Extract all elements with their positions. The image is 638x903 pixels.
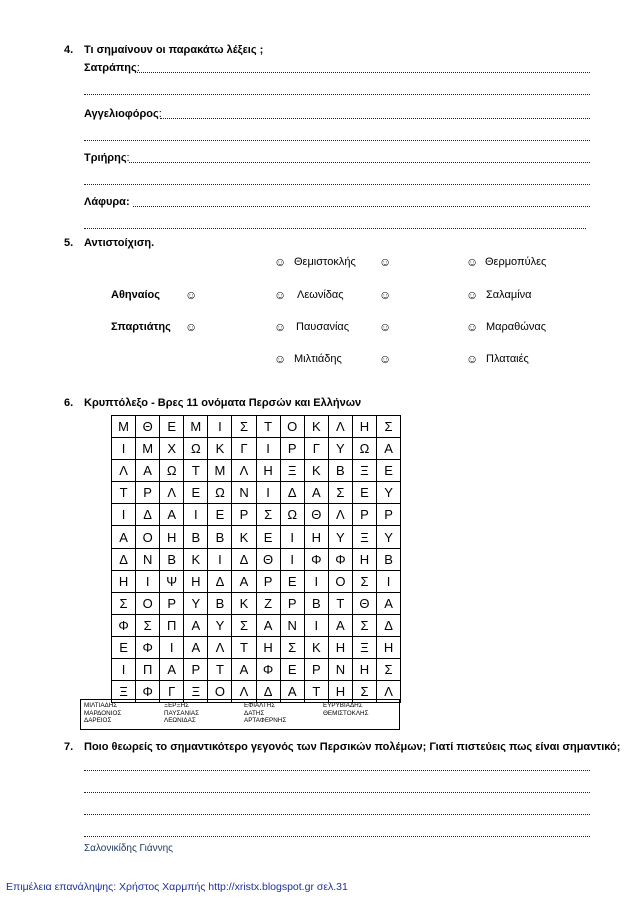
smiley-icon: ☺ bbox=[379, 320, 392, 334]
grid-cell[interactable]: Δ bbox=[256, 681, 280, 703]
grid-cell[interactable]: Υ bbox=[328, 438, 352, 460]
answer-line-satrap[interactable] bbox=[137, 62, 590, 73]
grid-cell[interactable]: Ρ bbox=[352, 504, 376, 526]
smiley-icon: ☺ bbox=[185, 288, 198, 302]
answer-line-messenger[interactable] bbox=[160, 108, 590, 119]
word-list-item: ΔΑΡΕΙΟΣ bbox=[84, 717, 112, 724]
footer-credit: Επιμέλεια επανάληψης: Χρήστος Χαρμπής http://xristx.blogspot.gr σελ.31 bbox=[6, 881, 348, 893]
answer-line[interactable] bbox=[84, 218, 586, 229]
grid-cell[interactable]: Λ bbox=[328, 416, 352, 438]
grid-row bbox=[112, 592, 401, 614]
grid-cell[interactable]: Σ bbox=[232, 416, 256, 438]
word-list-item: ΜΑΡΔΟΝΙΟΣ bbox=[84, 709, 122, 717]
grid-cell[interactable]: Ο bbox=[136, 526, 160, 548]
term-loot: Λάφυρα: bbox=[84, 196, 130, 208]
grid-cell[interactable]: Λ bbox=[160, 482, 184, 504]
answer-line-trireme[interactable] bbox=[129, 152, 590, 163]
grid-cell[interactable]: Η bbox=[328, 681, 352, 703]
match-group: Αθηναίος bbox=[111, 289, 160, 301]
grid-cell[interactable]: Η bbox=[160, 526, 184, 548]
word-list-item: ΜΙΛΤΙΑΔΗΣ bbox=[84, 702, 118, 709]
grid-cell[interactable]: Η bbox=[256, 460, 280, 482]
match-person: Μιλτιάδης bbox=[294, 353, 342, 365]
grid-cell[interactable]: Η bbox=[352, 548, 376, 570]
grid-cell[interactable]: Α bbox=[160, 504, 184, 526]
grid-cell[interactable]: Κ bbox=[232, 592, 256, 614]
match-place: Θερμοπύλες bbox=[485, 256, 547, 268]
grid-cell[interactable]: Α bbox=[232, 659, 256, 681]
grid-cell[interactable]: Σ bbox=[256, 504, 280, 526]
grid-cell[interactable]: Μ bbox=[112, 416, 136, 438]
grid-cell[interactable]: Σ bbox=[328, 482, 352, 504]
smiley-icon: ☺ bbox=[185, 320, 198, 334]
grid-cell[interactable]: Δ bbox=[136, 504, 160, 526]
grid-cell[interactable]: Κ bbox=[208, 438, 232, 460]
grid-cell[interactable]: Ω bbox=[208, 482, 232, 504]
grid-cell[interactable]: Ξ bbox=[112, 681, 136, 703]
grid-cell[interactable]: Α bbox=[112, 526, 136, 548]
grid-cell[interactable]: Ο bbox=[136, 592, 160, 614]
grid-cell[interactable]: Φ bbox=[136, 636, 160, 658]
grid-cell[interactable]: Υ bbox=[377, 482, 401, 504]
grid-cell[interactable]: Ε bbox=[280, 570, 304, 592]
smiley-icon: ☺ bbox=[379, 288, 392, 302]
grid-cell[interactable]: Β bbox=[304, 592, 328, 614]
grid-cell[interactable]: Ι bbox=[208, 548, 232, 570]
grid-cell[interactable]: Δ bbox=[208, 570, 232, 592]
grid-cell[interactable]: Ρ bbox=[136, 482, 160, 504]
grid-cell[interactable]: Β bbox=[184, 526, 208, 548]
grid-cell[interactable]: Σ bbox=[136, 614, 160, 636]
grid-cell[interactable]: Τ bbox=[304, 681, 328, 703]
grid-cell[interactable]: Ο bbox=[208, 681, 232, 703]
grid-cell[interactable]: Ξ bbox=[352, 526, 376, 548]
match-place: Πλαταιές bbox=[486, 353, 529, 365]
grid-cell[interactable]: Σ bbox=[280, 636, 304, 658]
grid-cell[interactable]: Κ bbox=[304, 460, 328, 482]
smiley-icon: ☺ bbox=[466, 288, 479, 302]
grid-cell[interactable]: Κ bbox=[304, 636, 328, 658]
grid-row bbox=[112, 636, 401, 658]
grid-cell[interactable]: Β bbox=[208, 592, 232, 614]
grid-cell[interactable]: Λ bbox=[208, 636, 232, 658]
answer-line[interactable] bbox=[84, 782, 590, 793]
grid-row bbox=[112, 416, 401, 438]
grid-cell[interactable]: Ρ bbox=[160, 592, 184, 614]
grid-cell[interactable]: Ε bbox=[280, 659, 304, 681]
grid-cell[interactable]: Η bbox=[304, 526, 328, 548]
grid-cell[interactable]: Α bbox=[280, 681, 304, 703]
q4-number: 4. bbox=[64, 44, 74, 56]
q7-title: Ποιο θεωρείς το σημαντικότερο γεγονός των Περσικών πολέμων; Γιατί πιστεύεις πως είναι σημαντικό; bbox=[84, 741, 621, 753]
word-list-column bbox=[164, 702, 199, 725]
grid-cell[interactable]: Η bbox=[184, 570, 208, 592]
grid-cell[interactable]: Ι bbox=[377, 570, 401, 592]
word-list-item: ΛΕΩΝΙΔΑΣ bbox=[164, 717, 196, 724]
grid-cell[interactable]: Μ bbox=[136, 438, 160, 460]
grid-cell[interactable]: Υ bbox=[184, 592, 208, 614]
grid-cell[interactable]: Η bbox=[112, 570, 136, 592]
grid-cell[interactable]: Χ bbox=[160, 438, 184, 460]
grid-cell[interactable]: Β bbox=[377, 548, 401, 570]
match-place: Μαραθώνας bbox=[486, 321, 547, 333]
grid-cell[interactable]: Ε bbox=[184, 482, 208, 504]
grid-cell[interactable]: Σ bbox=[112, 592, 136, 614]
grid-cell[interactable]: Φ bbox=[304, 548, 328, 570]
grid-cell[interactable]: Ι bbox=[280, 526, 304, 548]
q5-title: Αντιστοίχιση. bbox=[84, 237, 155, 249]
grid-cell[interactable]: Ι bbox=[304, 570, 328, 592]
grid-cell[interactable]: Ρ bbox=[377, 504, 401, 526]
match-person: Λεωνίδας bbox=[297, 289, 344, 301]
q6-title: Κρυπτόλεξο - Βρες 11 ονόματα Περσών και Ελλήνων bbox=[84, 397, 362, 409]
grid-cell[interactable]: Α bbox=[256, 614, 280, 636]
grid-cell[interactable]: Ε bbox=[352, 482, 376, 504]
grid-cell[interactable]: Ε bbox=[160, 416, 184, 438]
term-messenger: Αγγελιοφόρος: bbox=[84, 108, 162, 120]
grid-cell[interactable]: Ι bbox=[256, 438, 280, 460]
grid-cell[interactable]: Ν bbox=[136, 548, 160, 570]
word-list-column bbox=[323, 702, 368, 717]
grid-cell[interactable]: Λ bbox=[232, 681, 256, 703]
grid-cell[interactable]: Α bbox=[232, 570, 256, 592]
grid-cell[interactable]: Φ bbox=[112, 614, 136, 636]
answer-line[interactable] bbox=[84, 826, 590, 837]
grid-cell[interactable]: Ζ bbox=[256, 592, 280, 614]
grid-cell[interactable]: Τ bbox=[232, 636, 256, 658]
grid-cell[interactable]: Θ bbox=[136, 416, 160, 438]
grid-cell[interactable]: Π bbox=[136, 659, 160, 681]
grid-cell[interactable]: Υ bbox=[208, 614, 232, 636]
grid-cell[interactable]: Η bbox=[377, 636, 401, 658]
grid-cell[interactable]: Π bbox=[160, 614, 184, 636]
smiley-icon: ☺ bbox=[466, 320, 479, 334]
grid-cell[interactable]: Δ bbox=[232, 548, 256, 570]
grid-cell[interactable]: Ρ bbox=[232, 504, 256, 526]
grid-cell[interactable]: Τ bbox=[328, 592, 352, 614]
word-list-item: ΕΦΙΑΛΤΗΣ bbox=[244, 702, 276, 709]
grid-cell[interactable]: Σ bbox=[377, 416, 401, 438]
grid-cell[interactable]: Τ bbox=[208, 659, 232, 681]
smiley-icon: ☺ bbox=[466, 255, 479, 269]
grid-cell[interactable]: Ρ bbox=[256, 570, 280, 592]
grid-cell[interactable]: Ξ bbox=[280, 460, 304, 482]
grid-cell[interactable]: Μ bbox=[208, 460, 232, 482]
answer-line[interactable] bbox=[84, 174, 590, 185]
grid-cell[interactable]: Μ bbox=[184, 416, 208, 438]
grid-row bbox=[112, 526, 401, 548]
grid-cell[interactable]: Ρ bbox=[304, 659, 328, 681]
word-list-item: ΔΑΤΗΣ bbox=[244, 709, 265, 717]
grid-cell[interactable]: Ε bbox=[377, 460, 401, 482]
match-person: Παυσανίας bbox=[296, 321, 350, 333]
grid-cell[interactable]: Λ bbox=[112, 460, 136, 482]
smiley-icon: ☺ bbox=[274, 288, 287, 302]
word-list-column bbox=[244, 702, 286, 725]
grid-cell[interactable]: Β bbox=[328, 460, 352, 482]
grid-cell[interactable]: Ρ bbox=[184, 659, 208, 681]
q7-number: 7. bbox=[64, 741, 74, 753]
grid-cell[interactable]: Ι bbox=[112, 438, 136, 460]
grid-cell[interactable]: Ρ bbox=[280, 592, 304, 614]
q4-title: Τι σημαίνουν οι παρακάτω λέξεις ; bbox=[84, 44, 264, 56]
grid-cell[interactable]: Σ bbox=[352, 614, 376, 636]
grid-cell[interactable]: Λ bbox=[377, 681, 401, 703]
smiley-icon: ☺ bbox=[379, 255, 392, 269]
grid-cell[interactable]: Γ bbox=[160, 681, 184, 703]
grid-cell[interactable]: Α bbox=[304, 482, 328, 504]
grid-cell[interactable]: Υ bbox=[328, 526, 352, 548]
grid-cell[interactable]: Ε bbox=[112, 636, 136, 658]
grid-cell[interactable]: Ω bbox=[184, 438, 208, 460]
grid-cell[interactable]: Θ bbox=[352, 592, 376, 614]
q5-number: 5. bbox=[64, 237, 74, 249]
grid-row bbox=[112, 614, 401, 636]
word-list-item: ΑΡΤΑΦΕΡΝΗΣ bbox=[244, 717, 287, 724]
grid-cell[interactable]: Ε bbox=[256, 526, 280, 548]
grid-cell[interactable]: Ν bbox=[328, 659, 352, 681]
grid-cell[interactable]: Ξ bbox=[184, 681, 208, 703]
grid-cell[interactable]: Η bbox=[328, 636, 352, 658]
grid-cell[interactable]: Ι bbox=[280, 548, 304, 570]
grid-cell[interactable]: Τ bbox=[256, 416, 280, 438]
grid-cell[interactable]: Ι bbox=[184, 504, 208, 526]
grid-cell[interactable]: Ν bbox=[232, 482, 256, 504]
grid-cell[interactable]: Ι bbox=[160, 636, 184, 658]
grid-cell[interactable]: Κ bbox=[232, 526, 256, 548]
grid-cell[interactable]: Α bbox=[377, 592, 401, 614]
word-search-grid[interactable] bbox=[111, 415, 401, 703]
grid-cell[interactable]: Ψ bbox=[160, 570, 184, 592]
grid-cell[interactable]: Ω bbox=[280, 504, 304, 526]
answer-line[interactable] bbox=[84, 804, 590, 815]
grid-cell[interactable]: Κ bbox=[184, 548, 208, 570]
grid-cell[interactable]: Σ bbox=[377, 659, 401, 681]
grid-cell[interactable]: Ρ bbox=[280, 438, 304, 460]
grid-cell[interactable]: Ν bbox=[280, 614, 304, 636]
word-list-column bbox=[84, 702, 121, 725]
answer-line-loot[interactable] bbox=[133, 196, 590, 207]
grid-cell[interactable]: Φ bbox=[136, 681, 160, 703]
term-satrap: Σατράπης: bbox=[84, 62, 140, 74]
term-trireme: Τριήρης: bbox=[84, 152, 130, 164]
grid-cell[interactable]: Β bbox=[208, 526, 232, 548]
grid-cell[interactable]: Ω bbox=[352, 438, 376, 460]
q6-number: 6. bbox=[64, 397, 74, 409]
match-person: Θεμιστοκλής bbox=[294, 256, 356, 268]
smiley-icon: ☺ bbox=[466, 352, 479, 366]
grid-cell[interactable]: Ι bbox=[256, 482, 280, 504]
grid-cell[interactable]: Φ bbox=[328, 548, 352, 570]
grid-cell[interactable]: Δ bbox=[377, 614, 401, 636]
grid-cell[interactable]: Ο bbox=[328, 570, 352, 592]
grid-cell[interactable]: Λ bbox=[328, 504, 352, 526]
answer-line[interactable] bbox=[84, 84, 590, 95]
grid-cell[interactable]: Η bbox=[352, 659, 376, 681]
grid-cell[interactable]: Α bbox=[184, 614, 208, 636]
grid-cell[interactable]: Δ bbox=[280, 482, 304, 504]
grid-cell[interactable]: Ι bbox=[208, 416, 232, 438]
grid-cell[interactable]: Α bbox=[184, 636, 208, 658]
grid-cell[interactable]: Σ bbox=[352, 681, 376, 703]
smiley-icon: ☺ bbox=[379, 352, 392, 366]
grid-row bbox=[112, 482, 401, 504]
grid-row bbox=[112, 438, 401, 460]
grid-cell[interactable]: Υ bbox=[377, 526, 401, 548]
grid-row bbox=[112, 548, 401, 570]
grid-cell[interactable]: Σ bbox=[352, 570, 376, 592]
match-place: Σαλαμίνα bbox=[486, 289, 532, 301]
grid-cell[interactable]: Ξ bbox=[352, 636, 376, 658]
grid-row bbox=[112, 460, 401, 482]
grid-row bbox=[112, 570, 401, 592]
grid-cell[interactable]: Ξ bbox=[352, 460, 376, 482]
grid-cell[interactable]: Θ bbox=[256, 548, 280, 570]
grid-cell[interactable]: Ι bbox=[304, 614, 328, 636]
answer-line[interactable] bbox=[84, 130, 590, 141]
grid-cell[interactable]: Κ bbox=[304, 416, 328, 438]
grid-cell[interactable]: Ε bbox=[208, 504, 232, 526]
grid-cell[interactable]: Γ bbox=[304, 438, 328, 460]
word-list-item: ΘΕΜΙΣΤΟΚΛΗΣ bbox=[323, 709, 369, 717]
smiley-icon: ☺ bbox=[274, 352, 287, 366]
grid-cell[interactable]: Α bbox=[328, 614, 352, 636]
grid-cell[interactable]: Ο bbox=[280, 416, 304, 438]
author-name: Σαλονικίδης Γιάννης bbox=[84, 843, 174, 854]
grid-cell[interactable]: Ι bbox=[136, 570, 160, 592]
smiley-icon: ☺ bbox=[274, 320, 287, 334]
grid-cell[interactable]: Α bbox=[160, 659, 184, 681]
answer-line[interactable] bbox=[84, 760, 590, 771]
grid-cell[interactable]: Σ bbox=[232, 614, 256, 636]
grid-cell[interactable]: Τ bbox=[184, 460, 208, 482]
grid-cell[interactable]: Β bbox=[160, 548, 184, 570]
word-list bbox=[80, 699, 400, 730]
match-group: Σπαρτιάτης bbox=[111, 321, 171, 333]
word-list-item: ΕΥΡΥΒΙΑΔΗΣ bbox=[323, 702, 363, 709]
grid-row bbox=[112, 504, 401, 526]
grid-cell[interactable]: Η bbox=[352, 416, 376, 438]
smiley-icon: ☺ bbox=[274, 255, 287, 269]
word-list-item: ΞΕΡΞΗΣ bbox=[164, 702, 190, 709]
grid-cell[interactable]: Α bbox=[136, 460, 160, 482]
grid-cell[interactable]: Φ bbox=[256, 659, 280, 681]
grid-cell[interactable]: Λ bbox=[232, 460, 256, 482]
grid-cell[interactable]: Θ bbox=[304, 504, 328, 526]
grid-cell[interactable]: Ι bbox=[112, 659, 136, 681]
grid-cell[interactable]: Η bbox=[256, 636, 280, 658]
word-list-item: ΠΑΥΣΑΝΙΑΣ bbox=[164, 709, 199, 717]
grid-cell[interactable]: Α bbox=[377, 438, 401, 460]
grid-row bbox=[112, 659, 401, 681]
grid-cell[interactable]: Γ bbox=[232, 438, 256, 460]
grid-cell[interactable]: Τ bbox=[112, 482, 136, 504]
grid-cell[interactable]: Ι bbox=[112, 504, 136, 526]
grid-cell[interactable]: Δ bbox=[112, 548, 136, 570]
grid-cell[interactable]: Ω bbox=[160, 460, 184, 482]
